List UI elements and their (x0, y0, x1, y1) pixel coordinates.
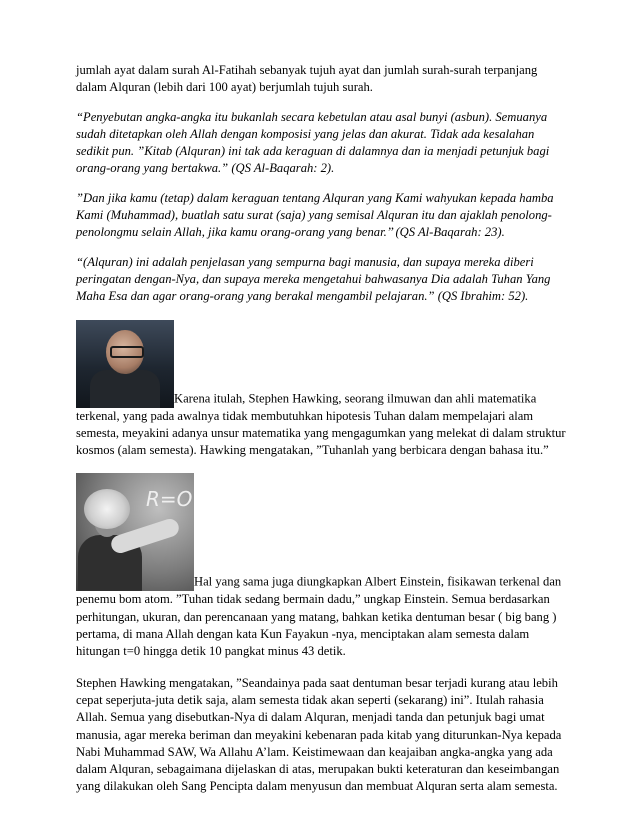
hawking-text: Karena itulah, Stephen Hawking, seorang ilmuwan dan ahli matematika terkenal, yang pada awalnya tidak membutuhkan hipotesis Tuhan dalam mempelajari alam semesta, meyakini adanya unsur matematika yang mengagumkan yang melekat di dalam struktur kosmos (alam semesta). Hawking mengatakan, ”Tuhanlah yang berbicara dengan bahasa itu.” (76, 391, 566, 458)
quote-al-baqarah-2: “Penyebutan angka-angka itu bukanlah secara kebetulan atau asal bunyi (asbun). Semuanya sudah ditetapkan oleh Allah dengan komposisi yang jelas dan akurat. Tidak ada kesalahan sedikit pun. ”Kitab (Alquran) ini tak ada keraguan di dalamnya dan ia menjadi petunjuk bagi orang-orang yang bertakwa.” (QS Al-Baqarah: 2). (76, 109, 550, 176)
quote-ibrahim-52: “(Alquran) ini adalah penjelasan yang sempurna bagi manusia, dan supaya mereka diberi peringatan dengan-Nya, dan supaya mereka mengetahui bahwasanya Dia adalah Tuhan Yang Maha Esa dan agar orang-orang yang berakal mengambil pelajaran.” (QS Ibrahim: 52). (76, 254, 551, 304)
paragraph-1: jumlah ayat dalam surah Al-Fatihah sebanyak tujuh ayat dan jumlah surah-surah terpanjang dalam Alquran (lebih dari 100 ayat) berjumlah tujuh surah. (76, 63, 538, 95)
einstein-paragraph (76, 473, 568, 660)
stephen-hawking-photo (76, 320, 174, 408)
hawking-paragraph (76, 320, 568, 460)
closing-paragraph: Stephen Hawking mengatakan, ”Seandainya pada saat dentuman besar terjadi kurang atau lebih cepat seperjuta-juta detik saja, alam semesta tidak akan seperti (sekarang) ini”. Itulah rahasia Allah. Semua yang disebutkan-Nya di dalam Alquran, menjadi tanda dan petunjuk bagi umat manusia, agar mereka beriman dan meyakini kebenaran pada kitab yang diturunkan-Nya kepada Nabi Muhammad SAW, Wa Allahu A’lam. Keistimewaan dan keajaiban angka-angka yang ada dalam Alquran, sebagaimana dijelaskan di atas, merupakan bukti keteraturan dan keseimbangan yang dilakukan oleh Sang Pencipta dalam menyusun dan membuat Alquran serta alam semesta. (76, 675, 562, 794)
document-page (76, 62, 568, 808)
einstein-text: Hal yang sama juga diungkapkan Albert Einstein, fisikawan terkenal dan penemu bom atom. ”Tuhan tidak sedang bermain dadu,” ungkap Einstein. Semua berdasarkan perhitungan, ukuran, dan perencanaan yang matang, bahkan ketika dentuman besar ( big bang ) pertama, di mana Allah dengan kata Kun Fayakun -nya, menciptakan alam semesta dalam hitungan t=0 hingga detik 10 pangkat minus 43 detik. (76, 575, 562, 659)
albert-einstein-photo (76, 473, 194, 591)
quote-al-baqarah-23: ”Dan jika kamu (tetap) dalam keraguan tentang Alquran yang Kami wahyukan kepada hamba Kami (Muhammad), buatlah satu surat (saja) yang semisal Alquran itu dan ajaklah penolong-penolongmu selain Allah, jika kamu orang-orang yang benar.’’ (QS Al-Baqarah: 23). (76, 190, 554, 240)
chalkboard-formula: R=O (146, 487, 193, 512)
